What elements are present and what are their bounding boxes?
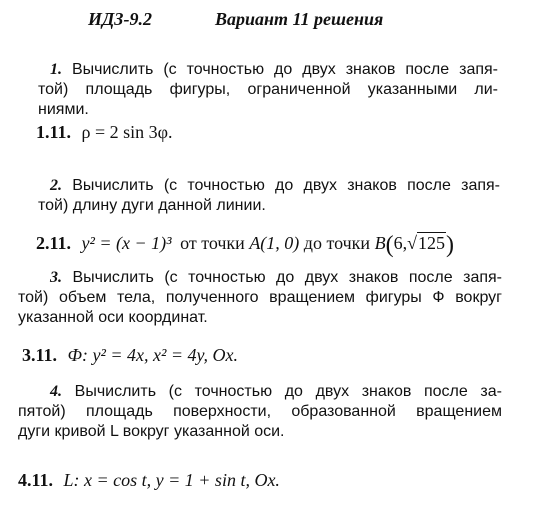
task-4-formula: [18, 470, 280, 491]
task-2-formula-curve: y² = (x − 1)³: [81, 233, 172, 253]
task-4-line-2: пятой) площадь поверхности, образованной вращением: [18, 403, 502, 420]
task-1-number: 1.: [50, 61, 62, 78]
task-1-formula: [36, 122, 173, 143]
task-2-formula-point-b: B(6,√125): [374, 232, 454, 258]
task-4-statement: [18, 382, 502, 442]
task-1-line-3: ниями.: [38, 101, 89, 118]
task-3-line-1: 3. Вычислить (с точностью до двух знаков после запя-: [50, 269, 503, 286]
task-2-statement: [38, 176, 500, 216]
task-1-line-1: 1. Вычислить (с точностью до двух знаков после запя-: [50, 61, 499, 78]
task-2-line-2: той) длину дуги данной линии.: [38, 197, 266, 214]
task-2-formula-point-a: A(1, 0): [249, 233, 300, 253]
task-2-formula-text-to: до точки: [303, 233, 371, 253]
task-3-formula-number: 3.11.: [22, 345, 58, 365]
task-3-number: 3.: [50, 269, 62, 286]
task-1-line-2: той) площадь фигуры, ограниченной указанными ли-: [38, 81, 498, 98]
task-4-line-1: 4. Вычислить (с точностью до двух знаков после за-: [50, 383, 502, 400]
task-2-formula-number: 2.11.: [36, 233, 72, 253]
task-4-number: 4.: [50, 383, 62, 400]
task-2-line-1: 2. Вычислить (с точностью до двух знаков после запя-: [50, 177, 501, 194]
task-3-formula: [22, 345, 238, 366]
task-1-formula-expression: ρ = 2 sin 3φ.: [81, 122, 173, 142]
task-3-line-3: указанной оси координат.: [18, 309, 208, 326]
task-1-formula-number: 1.11.: [36, 122, 72, 142]
task-4-line-3: дуги кривой L вокруг указанной оси.: [18, 423, 285, 440]
task-1-statement: [38, 60, 498, 120]
document-code: ИДЗ-9.2: [88, 9, 152, 29]
task-2-number: 2.: [50, 177, 62, 194]
task-2-formula-text-from: от точки: [180, 233, 245, 253]
task-4-formula-expression: L: x = cos t, y = 1 + sin t, Ox.: [63, 470, 280, 490]
task-3-formula-expression: Ф: y² = 4x, x² = 4y, Ox.: [67, 345, 239, 365]
task-2-formula: [36, 232, 454, 259]
sqrt-symbol: √125: [407, 233, 445, 253]
variant-title: Вариант 11 решения: [215, 9, 384, 29]
task-4-formula-number: 4.11.: [18, 470, 54, 490]
task-3-line-2: той) объем тела, полученного вращением фигуры Ф вокруг: [18, 289, 502, 306]
task-3-statement: [18, 268, 502, 328]
